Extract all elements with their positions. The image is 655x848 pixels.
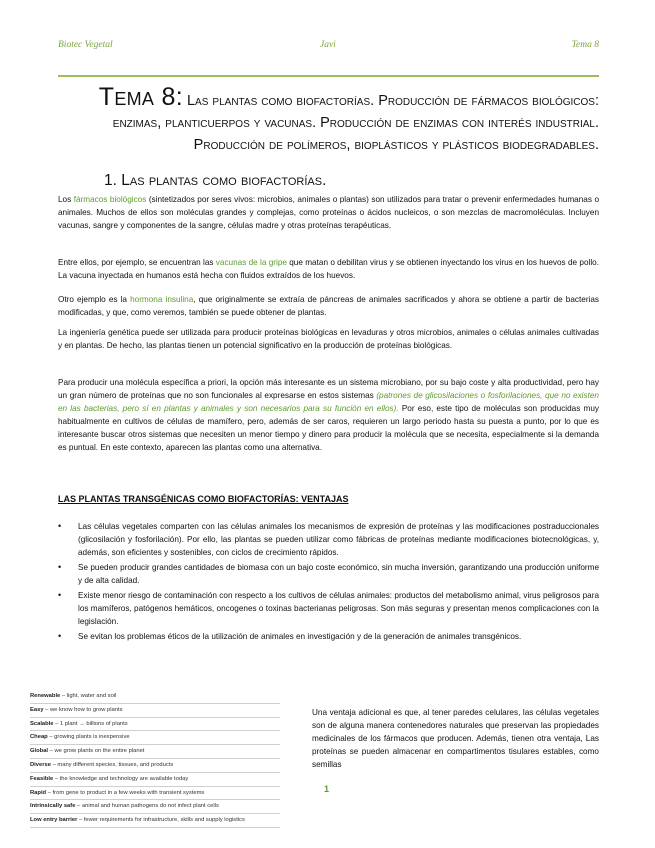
figure-desc: – we know how to grow plants	[43, 706, 123, 713]
side-paragraph: Una ventaja adicional es que, al tener paredes celulares, las células vegetales son de alguna manera contenedores naturales que preservan las propiedades medicinales de los fármacos que producen. Además, tienen otra ventaja, Las proteínas se pueden almacenar en compartimentos tisulares estables, como semillas	[312, 708, 599, 769]
highlight-term: fármacos biológicos	[73, 195, 147, 204]
figure-term: Feasible	[30, 775, 54, 782]
highlight-term: vacunas de la gripe	[215, 258, 287, 267]
figure-term: Diverse	[30, 761, 51, 768]
bullet-icon: •	[58, 521, 62, 531]
header-subject: Biotec Vegetal	[58, 40, 113, 50]
list-item-text: Las células vegetales comparten con las células animales los mecanismos de expresión de proteínas y las modificaciones postraduccionales (glicosilación y fosforilación). Por ello, las plantas se pueden utilizar como fábricas de proteínas mediante modificaciones biotecnológicas, y, además, son eficientes y sostenibles, con ciclos de crecimiento rápidos.	[78, 522, 599, 557]
list-item	[58, 561, 599, 587]
section-heading: 1. Las plantas como biofactorías.	[104, 172, 327, 189]
figure-desc: – light, water and soil	[60, 693, 117, 699]
figure-row	[30, 718, 280, 732]
figure-desc: – many different species, tissues, and products	[50, 761, 174, 768]
text-run: que matan o debilitan virus y se obtienen inyectando los virus en los huevos de pollo. La vacuna inyectada en humanos está hecha con fluidos extraídos de los huevos.	[58, 258, 599, 280]
chapter-title	[58, 83, 599, 156]
advantages-list	[58, 520, 599, 645]
header-divider	[58, 75, 599, 77]
figure-term: Rapid	[30, 789, 47, 796]
header-chapter: Tema 8	[571, 40, 599, 50]
figure-row	[30, 773, 280, 787]
text-run: Por eso, este tipo de moléculas son producidas muy habitualmente en cultivos de células de mamífero, pero, además de ser caros, requieren un largo periodo hasta su puesta a punto, por lo que es interesante buscar otros sistemas que necesiten un menor tiempo y dinero para producir la molécula que se necesita, especialmente si la demanda es puntual. En este contexto, aparecen las plantas como una alternativa.	[58, 404, 599, 452]
advantages-figure	[30, 690, 305, 825]
green-italic-note: (patrones de glicosilaciones o fosforilaciones, que no existen en las bacterias, pero sí en plantas y animales y son necesarios para su función en ellos).	[58, 391, 599, 413]
text-run: , que originalmente se extraía de páncreas de animales sacrificados y ahora se obtiene a partir de bacterias modificadas, y que, como veremos, también se puede obtener de plantas.	[58, 295, 600, 317]
figure-desc: – we grow plants on the entire planet	[48, 748, 145, 755]
list-item	[58, 520, 599, 559]
text-run: Entre ellos, por ejemplo, se encuentran las	[58, 258, 216, 267]
highlight-term: hormona insulina	[130, 295, 194, 304]
bullet-icon: •	[58, 562, 62, 572]
paragraph-1	[58, 193, 599, 232]
text-run: Los	[58, 195, 74, 204]
figure-term: Cheap	[30, 734, 48, 741]
list-item	[58, 589, 599, 628]
paragraph-4: La ingeniería genética puede ser utilizada para producir proteínas biológicas en levaduras y otros microbios, animales o células animales cultivadas y en plantas. De hecho, las plantas tienen un potencial significativo en la producción de proteínas biológicas.	[58, 328, 599, 350]
figure-term: Global	[30, 748, 49, 755]
figure-desc: – from gene to product in a few weeks with transient systems	[46, 789, 205, 796]
list-item-text: Se pueden producir grandes cantidades de biomasa con un bajo coste económico, sin mucha inversión, garantizando una producción uniforme y de alta calidad.	[78, 563, 599, 585]
text-run: (sintetizados por seres vivos: microbios, animales o plantas) son utilizados para tratar o prevenir enfermedades humanas o animales. Muchos de ellos son moléculas grandes y complejas, como proteínas o ácidos nucleicos, o son mezclas de macromoléculas. Incluyen vacunas, sangre y componentes de la sangre, células madre y otras proteínas terapéuticas.	[58, 195, 599, 230]
paragraph-2	[58, 256, 599, 282]
figure-desc: – growing plants is inexpensive	[47, 734, 130, 741]
chapter-title-text: Las plantas como biofactorías. Producción de fármacos biológicos: enzimas, planticuerpos y vacunas. Producción de enzimas con interés industrial. Producción de polímeros, bioplásticos y plásticos biodegradables.	[112, 93, 599, 153]
list-item	[58, 630, 599, 643]
figure-row	[30, 787, 280, 801]
figure-desc: – fewer requirements for infrastructure, skills and supply logistics	[77, 817, 245, 824]
figure-row	[30, 814, 280, 828]
figure-term: Renewable	[30, 693, 61, 699]
paragraph-3	[58, 293, 599, 319]
header-author: Javi	[320, 40, 336, 50]
figure-term: Easy	[30, 706, 44, 713]
figure-row	[30, 800, 280, 814]
figure-desc: – the knowledge and technology are available today	[53, 775, 189, 782]
page-number: 1	[324, 784, 330, 794]
chapter-number: Tema 8:	[98, 83, 183, 111]
figure-row	[30, 759, 280, 773]
figure-desc: – 1 plant → billions of plants	[53, 720, 128, 727]
figure-row	[30, 731, 280, 745]
bullet-icon: •	[58, 590, 62, 600]
advantages-heading: LAS PLANTAS TRANSGÉNICAS COMO BIOFACTORÍAS: VENTAJAS	[58, 494, 349, 504]
figure-row	[30, 745, 280, 759]
figure-desc: – animal and human pathogens do not infect plant cells	[75, 803, 219, 810]
list-item-text: Existe menor riesgo de contaminación con respecto a los cultivos de células animales: productos del metabolismo animal, virus peligrosos para los mamíferos, patógenos hemáticos, oncogenes o toxinas bacterianas peligrosas. Son más seguras y presentan menos complicaciones con la legislación.	[78, 591, 599, 626]
figure-term: Low entry barrier	[30, 817, 78, 824]
figure-term: Intrinsically safe	[30, 803, 76, 810]
figure-term: Scalable	[30, 720, 54, 727]
text-run: Otro ejemplo es la	[58, 295, 131, 304]
list-item-text: Se evitan los problemas éticos de la utilización de animales en investigación y de la generación de animales transgénicos.	[78, 632, 522, 641]
text-run: Para producir una molécula específica a priori, la opción más interesante es un sistema microbiano, por su bajo coste y alta productividad, pero hay un gran número de proteínas que no son funcionales al expresarse en estos sistemas	[58, 378, 599, 400]
paragraph-5	[58, 376, 599, 454]
figure-row	[30, 690, 280, 704]
bullet-icon: •	[58, 631, 62, 641]
figure-row	[30, 704, 280, 718]
